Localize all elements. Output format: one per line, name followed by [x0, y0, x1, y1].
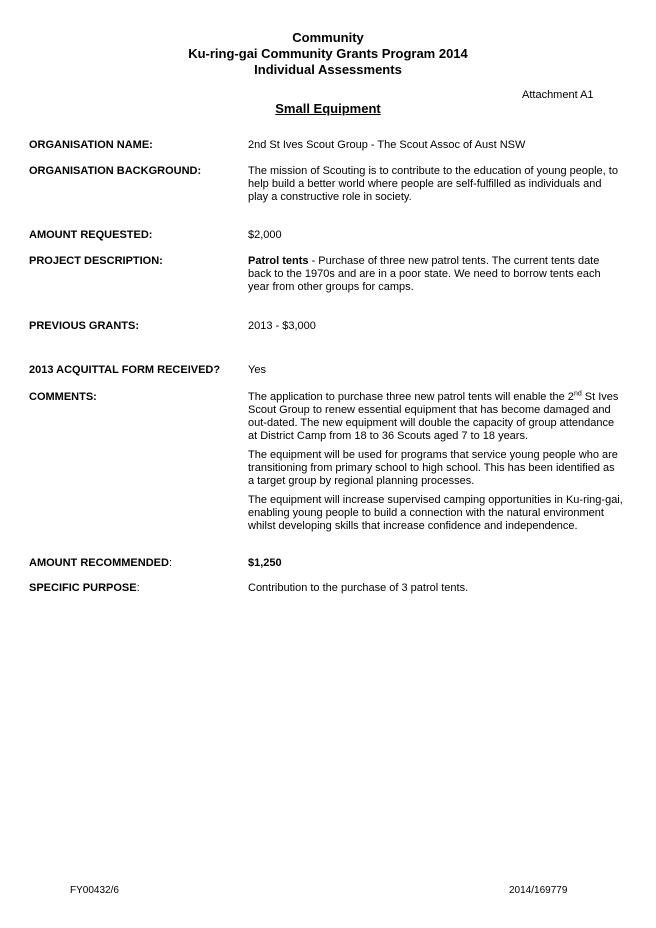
section-title: Small Equipment: [275, 101, 381, 116]
comments-p1-superscript: nd: [573, 390, 582, 398]
comments-paragraph-1: [248, 391, 623, 443]
footer-reference-left: FY00432/6: [70, 885, 119, 896]
header-line-2: Ku-ring-gai Community Grants Program 2014: [188, 46, 468, 61]
attachment-label: Attachment A1: [522, 89, 594, 101]
label-acquittal: 2013 ACQUITTAL FORM RECEIVED?: [29, 364, 221, 376]
label-amount-recommended: [29, 557, 244, 570]
specific-purpose-label-text: SPECIFIC PURPOSE: [29, 582, 137, 594]
value-acquittal: Yes: [248, 364, 266, 376]
header-line-1: Community: [292, 30, 364, 45]
label-project-description: PROJECT DESCRIPTION:: [29, 255, 163, 267]
label-amount-requested: AMOUNT REQUESTED:: [29, 229, 153, 241]
value-organisation-background: The mission of Scouting is to contribute to the education of young people, to help build a better world where people are self-fulfilled as individuals and play a constructive role in society.: [248, 165, 618, 203]
specific-purpose-label-colon: :: [136, 582, 140, 594]
label-previous-grants: PREVIOUS GRANTS:: [29, 320, 140, 332]
label-specific-purpose: [29, 582, 244, 595]
project-description-lead: Patrol tents: [248, 255, 309, 267]
footer-reference-right: 2014/169779: [509, 885, 568, 896]
comments-paragraph-2: The equipment will be used for programs that service young people who are transitioning from primary school to high school. This has been identified as a target group by regional planning processes.: [248, 449, 618, 487]
amount-recommended-label-colon: :: [168, 557, 173, 569]
value-previous-grants: 2013 - $3,000: [248, 320, 316, 332]
label-organisation-name: ORGANISATION NAME:: [29, 139, 153, 151]
value-comments: [248, 391, 623, 539]
value-project-description: [248, 255, 623, 294]
value-amount-recommended: $1,250: [248, 557, 282, 569]
amount-recommended-label-text: AMOUNT RECOMMENDED: [29, 557, 169, 569]
header-line-3: Individual Assessments: [254, 62, 402, 77]
document-header: [0, 30, 656, 78]
label-organisation-background: ORGANISATION BACKGROUND:: [29, 165, 202, 177]
value-amount-requested: $2,000: [248, 229, 282, 241]
comments-p1-end: St Ives Scout Group to renew essential equipment that has become damaged and out-dated. The new equipment will double the capacity of group attendance at District Camp from 18 to 36 Scouts aged 7 to 18 years.: [248, 391, 619, 442]
comments-paragraph-3: The equipment will increase supervised camping opportunities in Ku-ring-gai, enabling young people to build a connection with the natural environment whilst developing skills that increase confidence and independence.: [248, 494, 623, 532]
project-description-text: - Purchase of three new patrol tents. The current tents date back to the 1970s and are in a poor state. We need to borrow tents each year from other groups for camps.: [248, 255, 601, 293]
value-organisation-name: 2nd St Ives Scout Group - The Scout Assoc of Aust NSW: [248, 139, 526, 151]
value-specific-purpose: Contribution to the purchase of 3 patrol tents.: [248, 582, 469, 594]
label-comments: COMMENTS:: [29, 391, 97, 403]
comments-p1-start: The application to purchase three new patrol tents will enable the 2: [248, 391, 574, 403]
